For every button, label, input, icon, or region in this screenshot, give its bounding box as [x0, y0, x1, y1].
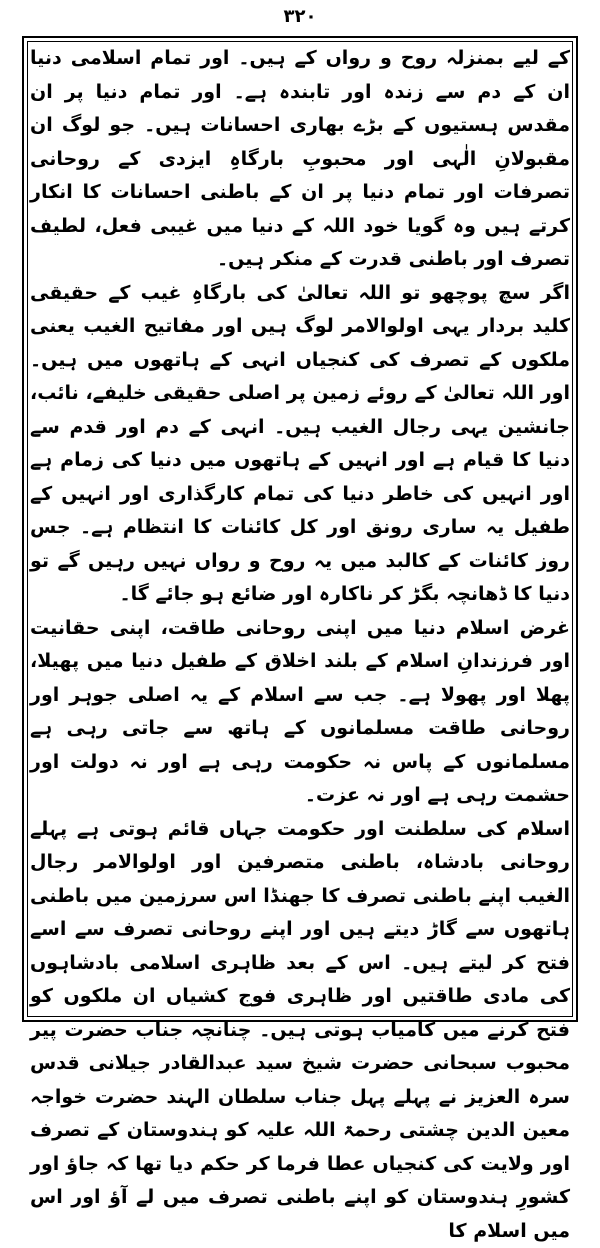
paragraph-2: اگر سچ پوچھو تو اللہ تعالیٰ کی بارگاہِ غیب کے حقیقی کلید بردار یہی اولوالامر لوگ ہیں اور مفاتیح الغیب یعنی ملکوں کے تصرف کی کنجیاں انہی کے ہاتھوں میں ہیں۔ اور اللہ تعالیٰ کے روئے زمین پر اصلی حقیقی خلیفے، نائب، جانشین یہی رجال الغیب ہیں۔ انہی کے دم اور قدم سے دنیا کا قیام ہے اور انہیں کے ہاتھوں میں دنیا کی زمام ہے اور انہیں کی خاطر دنیا کی تمام کارگذاری اور انہیں کے طفیل یہ ساری رونق اور کل کائنات کا انتظام ہے۔ جس روز کائنات کے کالبد میں یہ روح و رواں نہیں رہیں گے تو دنیا کا ڈھانچہ بگڑ کر ناکارہ اور ضائع ہو جائے گا۔: [30, 277, 570, 612]
page-number: ۳۲۰: [0, 6, 600, 27]
page-body: [30, 42, 570, 1014]
paragraph-1: کے لیے بمنزلہ روح و رواں کے ہیں۔ اور تمام اسلامی دنیا ان کے دم سے زندہ اور تابندہ ہے۔ اور تمام دنیا پر ان مقدس ہستیوں کے بڑے بھاری احسانات ہیں۔ جو لوگ ان مقبولانِ الٰہی اور محبوبِ بارگاہِ ایزدی کے روحانی تصرفات اور تمام دنیا پر ان کے باطنی احسانات کا انکار کرتے ہیں وہ گویا خود اللہ کے دنیا میں غیبی فعل، لطیف تصرف اور باطنی قدرت کے منکر ہیں۔: [30, 42, 570, 277]
paragraph-4: اسلام کی سلطنت اور حکومت جہاں قائم ہوتی ہے پہلے روحانی بادشاہ، باطنی متصرفین اور اولوالامر رجال الغیب اپنے باطنی تصرف کا جھنڈا اس سرزمین میں باطنی ہاتھوں سے گاڑ دیتے ہیں اور اپنے روحانی تصرف سے اسے فتح کر لیتے ہیں۔ اس کے بعد ظاہری اسلامی بادشاہوں کی مادی طاقتیں اور ظاہری فوج کشیاں ان ملکوں کو فتح کرنے میں کامیاب ہوتی ہیں۔ چنانچہ جناب حضرت پیر محبوب سبحانی حضرت شیخ سید عبدالقادر جیلانی قدس سرہ العزیز نے پہلے پہل جناب سلطان الہند حضرت خواجہ معین الدین چشتی رحمۃ اللہ علیہ کو ہندوستان کے تصرف اور ولایت کی کنجیاں عطا فرما کر حکم دیا تھا کہ جاؤ اور کشورِ ہندوستان کو اپنے باطنی تصرف میں لے آؤ اور اس میں اسلام کا: [30, 813, 570, 1248]
paragraph-3: غرض اسلام دنیا میں اپنی روحانی طاقت، اپنی حقانیت اور فرزندانِ اسلام کے بلند اخلاق کے طفیل دنیا میں پھیلا، پھلا اور پھولا ہے۔ جب سے اسلام کے یہ اصلی جوہر اور روحانی طاقت مسلمانوں کے ہاتھ سے جاتی رہی ہے مسلمانوں کے پاس نہ حکومت رہی ہے اور نہ دولت اور حشمت رہی ہے اور نہ عزت۔: [30, 612, 570, 813]
